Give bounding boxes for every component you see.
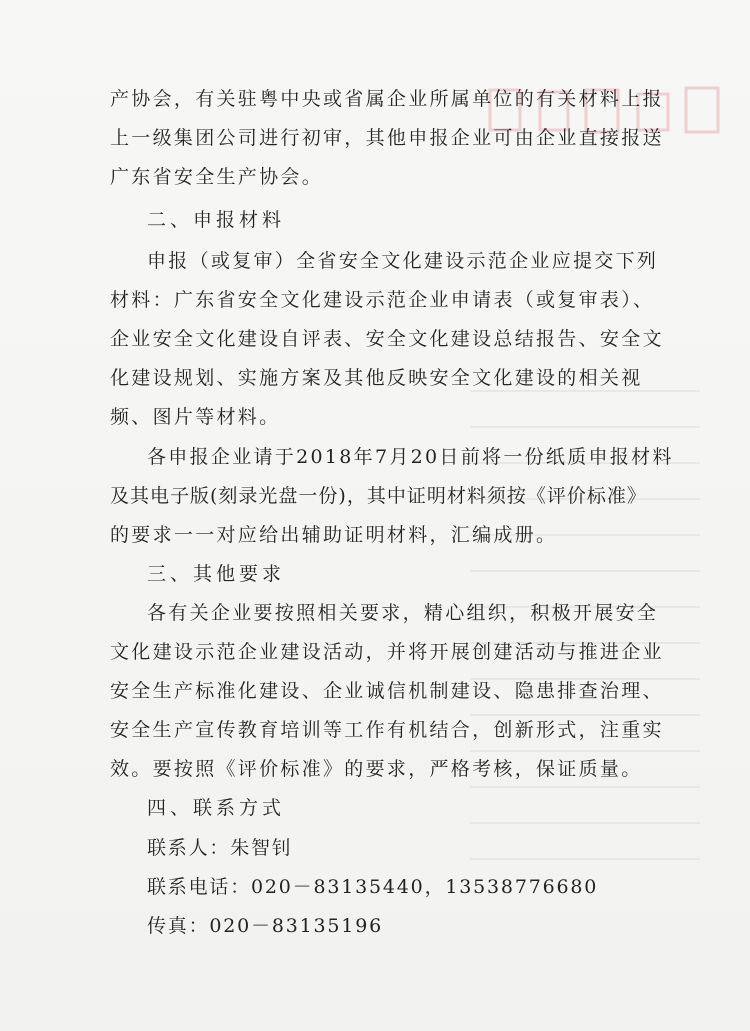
- paragraph-line: 各有关企业要按照相关要求，精心组织，积极开展安全: [147, 602, 659, 624]
- body-line: 企业安全文化建设自评表、安全文化建设总结报告、安全文: [110, 328, 664, 350]
- contact-phone: 联系电话：020－83135440，13538776680: [147, 876, 599, 898]
- paragraph-line: 申报（或复审）全省安全文化建设示范企业应提交下列: [147, 250, 659, 272]
- body-line: 安全生产宣传教育培训等工作有机结合，创新形式，注重实: [110, 719, 664, 741]
- body-line: 频、图片等材料。: [110, 406, 281, 428]
- body-line: 及其电子版(刻录光盘一份)，其中证明材料须按《评价标准》: [110, 485, 647, 507]
- section-heading-application-materials: 二、申报材料: [147, 209, 286, 231]
- body-line: 材料：广东省安全文化建设示范企业申请表（或复审表）、: [110, 289, 655, 311]
- body-line: 安全生产标准化建设、企业诚信机制建设、隐患排查治理、: [110, 680, 664, 702]
- section-heading-contact: 四、联系方式: [147, 797, 286, 819]
- body-line: 产协会，有关驻粤中央或省属企业所属单位的有关材料上报: [110, 88, 664, 110]
- paragraph-line: 各申报企业请于2018年7月20日前将一份纸质申报材料: [147, 446, 674, 468]
- contact-person: 联系人：朱智钊: [147, 837, 293, 859]
- body-line: 的要求一一对应给出辅助证明材料，汇编成册。: [110, 524, 558, 546]
- section-heading-other-requirements: 三、其他要求: [147, 563, 286, 585]
- body-line: 效。要按照《评价标准》的要求，严格考核，保证质量。: [110, 758, 643, 780]
- body-line: 文化建设示范企业建设活动，并将开展创建活动与推进企业: [110, 641, 664, 663]
- contact-fax: 传真：020－83135196: [147, 915, 383, 937]
- body-line: 上一级集团公司进行初审，其他申报企业可由企业直接报送: [110, 127, 664, 149]
- body-line: 广东省安全生产协会。: [110, 166, 324, 188]
- body-line: 化建设规划、实施方案及其他反映安全文化建设的相关视: [110, 367, 643, 389]
